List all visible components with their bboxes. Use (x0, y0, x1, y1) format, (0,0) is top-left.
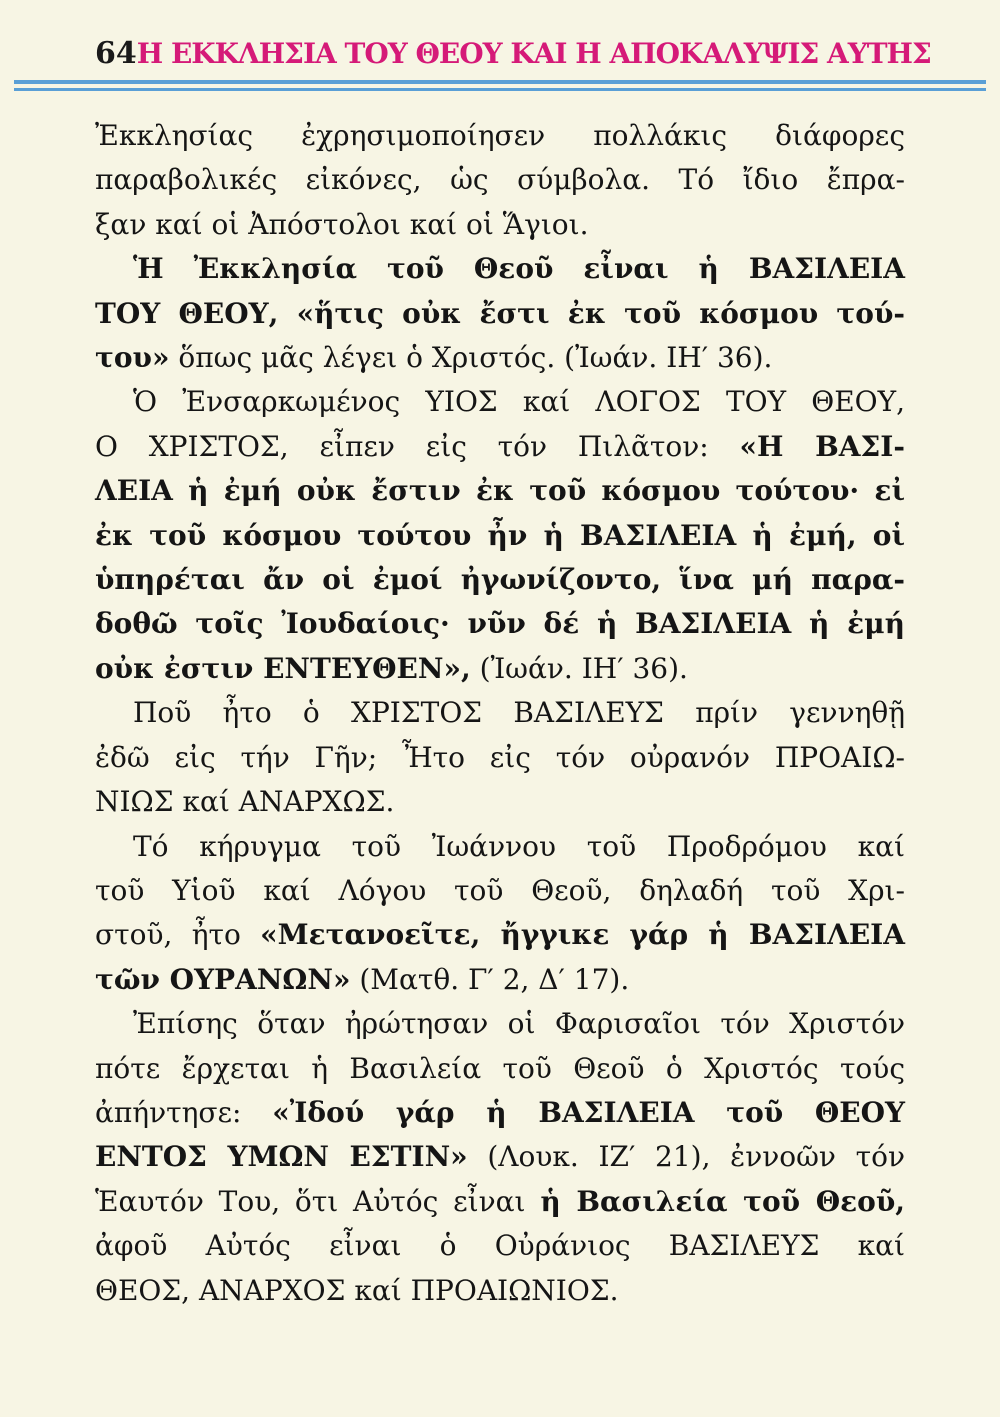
bold-text-run: ΕΝΤΟΣ ΥΜΩΝ ΕΣΤΙΝ» (95, 1140, 468, 1174)
text-line (95, 514, 905, 558)
paragraph (95, 691, 905, 824)
text-line (95, 869, 905, 913)
bold-text-run: ΤΟΥ ΘΕΟΥ, «ἥτις οὐκ ἔστι ἐκ τοῦ κόσμου τού- (95, 296, 905, 330)
text-line (95, 1091, 905, 1135)
bold-text-run: ἡ Βασιλεία τοῦ Θεοῦ, (540, 1184, 905, 1218)
text-run: Ὁ Ἐνσαρκωμένος ΥΙΟΣ καί ΛΟΓΟΣ ΤΟΥ ΘΕΟΥ, (133, 385, 905, 419)
text-line (95, 158, 905, 202)
bold-text-run: του» (95, 341, 170, 375)
text-line (95, 469, 905, 513)
text-run: (Ἰωάν. ΙΗ′ 36). (470, 651, 688, 685)
text-line (95, 336, 905, 380)
text-line (95, 1002, 905, 1046)
bold-text-run: ἐκ τοῦ κόσμου τούτου ἦν ἡ ΒΑΣΙΛΕΙΑ ἡ ἐμή, οἱ (95, 518, 905, 552)
text-line (95, 380, 905, 424)
body-text (95, 114, 905, 1313)
text-line (95, 292, 905, 336)
text-line (95, 1135, 905, 1179)
text-run: τοῦ Υἱοῦ καί Λόγου τοῦ Θεοῦ, δηλαδή τοῦ Χρι- (95, 873, 905, 907)
text-line (95, 825, 905, 869)
text-run: (Ματθ. Γ′ 2, Δ′ 17). (350, 962, 630, 996)
text-line (95, 1047, 905, 1091)
text-line (95, 647, 905, 691)
bold-text-run: «Η ΒΑΣΙ- (739, 429, 906, 463)
text-line (95, 203, 905, 247)
bold-text-run: δοθῶ τοῖς Ἰουδαίοις· νῦν δέ ἡ ΒΑΣΙΛΕΙΑ ἡ ἐμή (95, 607, 905, 641)
paragraph (95, 1002, 905, 1313)
text-run: ὅπως μᾶς λέγει ὁ Χριστός. (Ἰωάν. ΙΗ′ 36). (169, 341, 773, 375)
text-line (95, 602, 905, 646)
bold-text-run: Ἡ Ἐκκλησία τοῦ Θεοῦ εἶναι ἡ ΒΑΣΙΛΕΙΑ (133, 252, 905, 286)
text-run: Ἑαυτόν Του, ὅτι Αὐτός εἶναι (95, 1184, 541, 1218)
text-run: (Λουκ. ΙΖ′ 21), ἐννοῶν τόν (467, 1140, 905, 1174)
text-line (95, 1180, 905, 1224)
rule-line-thick (14, 80, 986, 84)
rule-line-thin (14, 88, 986, 91)
paragraph (95, 380, 905, 691)
text-line (95, 247, 905, 291)
text-run: ἀπήντησε: (95, 1095, 273, 1129)
text-run: πότε ἔρχεται ἡ Βασιλεία τοῦ Θεοῦ ὁ Χριστός τούς (95, 1051, 905, 1085)
text-run: παραβολικές εἰκόνες, ὡς σύμβολα. Τό ἴδιο ἔπρα- (95, 163, 905, 197)
text-run: στοῦ, ἦτο (95, 918, 261, 952)
bold-text-run: ΛΕΙΑ ἡ ἐμή οὐκ ἔστιν ἐκ τοῦ κόσμου τούτου· εἰ (95, 474, 905, 508)
text-line (95, 913, 905, 957)
bold-text-run: ὑπηρέται ἄν οἱ ἐμοί ἠγωνίζοντο, ἵνα μή παρα- (95, 563, 905, 597)
page-number: 64 (95, 36, 137, 71)
text-line (95, 736, 905, 780)
text-run: ἐδῶ εἰς τήν Γῆν; Ἦτο εἰς τόν οὐρανόν ΠΡΟΑΙΩ- (95, 740, 905, 774)
page-header (0, 0, 1000, 71)
text-run: Τό κήρυγμα τοῦ Ἰωάννου τοῦ Προδρόμου καί (133, 829, 905, 863)
page-header-title: Η ΕΚΚΛΗΣΙΑ ΤΟΥ ΘΕΟΥ ΚΑΙ Η ΑΠΟΚΑΛΥΨΙΣ ΑΥΤΗΣ (136, 37, 931, 70)
bold-text-run: οὐκ ἐστιν ΕΝΤΕΥΘΕΝ», (95, 651, 471, 685)
text-line (95, 780, 905, 824)
text-run: Ἐκκλησίας ἐχρησιμοποίησεν πολλάκις διάφορες (95, 119, 905, 152)
text-run: ΝΙΩΣ καί ΑΝΑΡΧΩΣ. (95, 785, 395, 819)
bold-text-run: «Μετανοεῖτε, ἤγγικε γάρ ἡ ΒΑΣΙΛΕΙΑ (260, 918, 905, 952)
text-line (95, 114, 905, 158)
text-run: ἀφοῦ Αὐτός εἶναι ὁ Οὐράνιος ΒΑΣΙΛΕΥΣ καί (95, 1229, 905, 1263)
bold-text-run: «Ἰδού γάρ ἡ ΒΑΣΙΛΕΙΑ τοῦ ΘΕΟΥ (272, 1095, 905, 1129)
text-run: ΘΕΟΣ, ΑΝΑΡΧΟΣ καί ΠΡΟΑΙΩΝΙΟΣ. (95, 1273, 619, 1307)
text-line (95, 958, 905, 1002)
header-double-rule (14, 80, 986, 91)
paragraph (95, 247, 905, 380)
text-line (95, 558, 905, 602)
text-run: Ποῦ ἦτο ὁ ΧΡΙΣΤΟΣ ΒΑΣΙΛΕΥΣ πρίν γεννηθῇ (133, 696, 905, 730)
text-line (95, 1224, 905, 1268)
text-line (95, 691, 905, 735)
text-run: Ο ΧΡΙΣΤΟΣ, εἶπεν εἰς τόν Πιλᾶτον: (95, 429, 740, 463)
bold-text-run: τῶν ΟΥΡΑΝΩΝ» (95, 962, 351, 996)
text-line (95, 425, 905, 469)
paragraph (95, 114, 905, 247)
text-line (95, 1269, 905, 1313)
text-run: Ἐπίσης ὅταν ἠρώτησαν οἱ Φαρισαῖοι τόν Χριστόν (133, 1007, 905, 1041)
paragraph (95, 825, 905, 1003)
text-run: ξαν καί οἱ Ἀπόστολοι καί οἱ Ἅγιοι. (95, 207, 589, 241)
